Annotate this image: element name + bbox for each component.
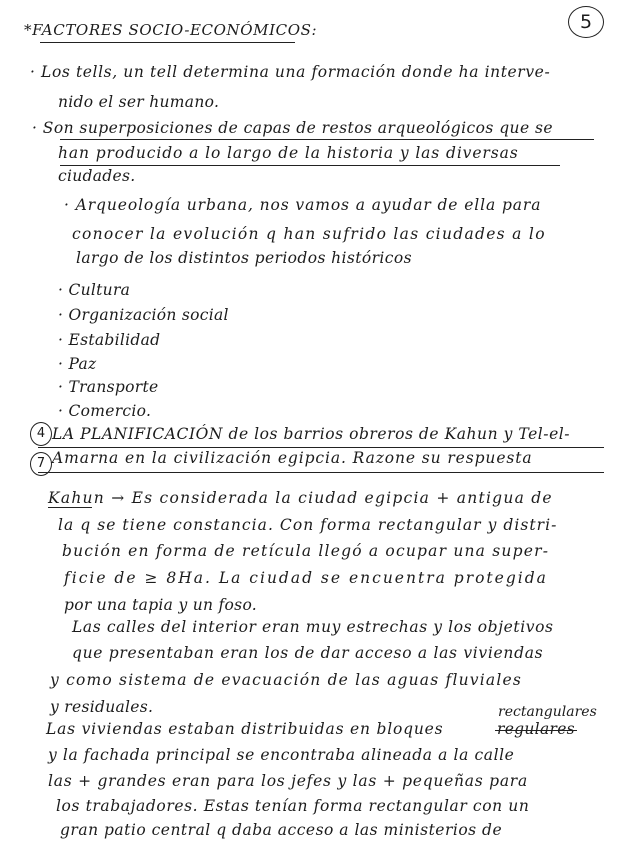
question-line: Amarna en la civilización egipcia. Razone su respuesta — [52, 449, 533, 467]
text-line: bución en forma de retícula llegó a ocupar una super- — [62, 542, 550, 560]
text-line: los trabajadores. Estas tenían forma rectangular con un — [56, 797, 530, 815]
inserted-correction: rectangulares — [498, 704, 597, 720]
text-line: · Los tells, un tell determina una formación donde ha interve- — [30, 63, 551, 81]
text-line: gran patio central q daba acceso a las ministerios de — [60, 821, 503, 839]
text-line: la q se tiene constancia. Con forma rectangular y distri- — [58, 516, 558, 534]
struck-text: regulares — [497, 720, 575, 738]
question-underline — [38, 472, 604, 473]
text-line: que presentaban eran los de dar acceso a las viviendas — [72, 644, 544, 662]
struck-word — [497, 719, 575, 739]
text-line: y como sistema de evacuación de las aguas fluviales — [50, 671, 523, 689]
list-item: · Organización social — [58, 306, 229, 324]
list-item: · Transporte — [58, 378, 159, 396]
text-line: · Arqueología urbana, nos vamos a ayudar de ella para — [64, 196, 542, 214]
text-line: ciudades. — [58, 167, 136, 185]
text-line: las + grandes eran para los jefes y las + pequeñas para — [48, 772, 528, 790]
list-item: · Estabilidad — [58, 331, 161, 349]
text-line: han producido a lo largo de la historia y las diversas — [58, 144, 519, 162]
text-line: Las calles del interior eran muy estrechas y los objetivos — [72, 618, 554, 636]
text-line: conocer la evolución q han sufrido las ciudades a lo — [72, 225, 546, 243]
text-line: Kahun → Es considerada la ciudad egipcia + antigua de — [48, 489, 553, 507]
text-line: y residuales. — [50, 698, 154, 716]
list-item: · Cultura — [58, 281, 131, 299]
section-heading: *FACTORES SOCIO-ECONÓMICOS: — [24, 21, 318, 39]
text-line: y la fachada principal se encontraba alineada a la calle — [48, 746, 515, 764]
text-line: largo de los distintos periodos históricos — [76, 249, 412, 267]
page-number: 5 — [568, 6, 604, 38]
question-marker: 7 — [30, 452, 52, 476]
text-line: Las viviendas estaban distribuidas en bloques — [46, 720, 444, 738]
kahun-underline — [48, 507, 92, 508]
question-line: LA PLANIFICACIÓN de los barrios obreros de Kahun y Tel-el- — [52, 425, 571, 443]
text-line: por una tapia y un foso. — [64, 596, 258, 614]
text-line: nido el ser humano. — [58, 93, 220, 111]
question-marker: 4 — [30, 422, 52, 446]
line-underline — [60, 139, 594, 140]
list-item: · Paz — [58, 355, 97, 373]
text-line: · Son superposiciones de capas de restos arqueológicos que se — [32, 119, 554, 137]
heading-underline — [40, 42, 295, 43]
list-item: · Comercio. — [58, 402, 152, 420]
text-line: ficie de ≥ 8Ha. La ciudad se encuentra protegida — [64, 569, 548, 587]
